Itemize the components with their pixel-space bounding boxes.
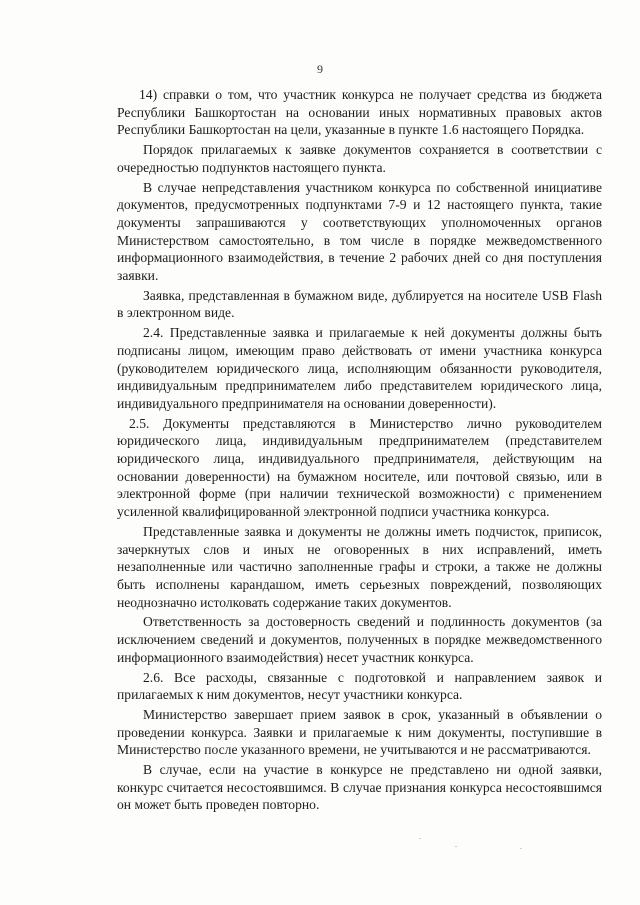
paragraph-deadline: Министерство завершает прием заявок в срок, указанный в объявлении о проведении конкурса. Заявки и прилагаемые к ним документы, поступившие в Министерство после указанного времени, не учитываются и не рассматриваются. <box>117 706 602 758</box>
paragraph-no-applications: В случае, если на участие в конкурсе не представлено ни одной заявки, конкурс считается несостоявшимся. В случае признания конкурса несостоявшимся он может быть проведен повторно. <box>117 762 602 813</box>
paragraph-non-submission: В случае непредставления участником конкурса по собственной инициативе документов, предусмотренных подпунктами 7-9 и 12 настоящего пункта, такие документы запрашиваются у соответствующих уполномоченных органов Министерством самостоятельно, в том числе в порядке межведомственного информационного взаимодействия, в течение 2 рабочих дней со дня поступления заявки. <box>117 179 602 284</box>
paragraph-item-14: 14) справки о том, что участник конкурса не получает средства из бюджета Республики Башкортостан на основании иных нормативных правовых актов Республики Башкортостан на цели, указанные в пункте 1.6 настоящего Порядка. <box>117 87 602 138</box>
paragraph-document-order: Порядок прилагаемых к заявке документов сохраняется в соответствии с очередностью подпунктов настоящего пункта. <box>117 142 602 175</box>
paragraph-no-erasures: Представленные заявка и документы не должны иметь подчисток, приписок, зачеркнутых слов и иных не оговоренных в них исправлений, иметь незаполненные или частично заполненные графы и строки, а также не должны быть исполнены карандашом, иметь серьезных повреждений, позволяющих неоднозначно истолковать содержание таких документов. <box>117 523 602 610</box>
scan-speck <box>419 838 421 839</box>
paragraph-responsibility: Ответственность за достоверность сведений и подлинность документов (за исключением сведений и документов, полученных в порядке межведомственного информационного взаимодействия) несет участник конкурса. <box>117 614 602 665</box>
paragraph-2-4: 2.4. Представленные заявка и прилагаемые к ней документы должны быть подписаны лицом, имеющим право действовать от имени участника конкурса (руководителем юридического лица, исполняющим обязанности руководителя, индивидуальным предпринимателем либо представителем юридического лица, индивидуального предпринимателя на основании доверенности). <box>117 325 602 411</box>
paragraph-2-6: 2.6. Все расходы, связанные с подготовкой и направлением заявок и прилагаемых к ним документов, несут участники конкурса. <box>117 669 602 703</box>
paragraph-2-5: 2.5. Документы представляются в Министерство лично руководителем юридического лица, индивидуальным предпринимателем (представителем юридического лица, индивидуального предпринимателя, действующим на основании доверенности) на бумажном носителе, или почтовой связью, или в электронной форме (при наличии технической возможности) с применением усиленной квалифицированной электронной подписи участника конкурса. <box>117 415 602 520</box>
document-body <box>117 86 602 816</box>
scan-speck <box>455 846 457 847</box>
page-number: 9 <box>317 62 323 76</box>
scan-speck <box>520 848 522 849</box>
paragraph-usb-duplicate: Заявка, представленная в бумажном виде, дублируется на носителе USB Flash в электронном виде. <box>117 287 602 321</box>
